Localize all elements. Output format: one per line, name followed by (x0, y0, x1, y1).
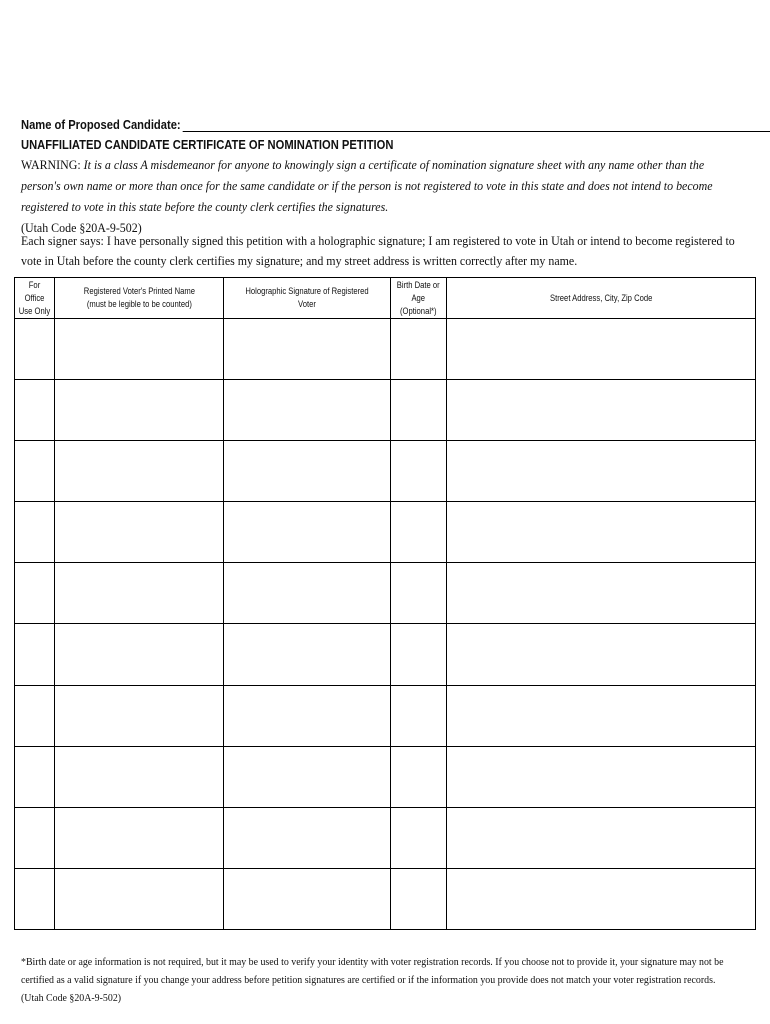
office-use-cell (15, 441, 55, 502)
signature-cell[interactable] (224, 563, 391, 624)
printed-name-cell[interactable] (55, 319, 224, 380)
street-address-cell[interactable] (447, 563, 756, 624)
warning-text: It is a class A misdemeanor for anyone to knowingly sign a certificate of nomination signature sheet with any name other than the person's own name or more than once for the same candidate or if the person is not registered to vote in this state and does not intend to become registered to vote in this state before the county clerk certifies the signatures. (21, 158, 713, 214)
street-address-cell[interactable] (447, 502, 756, 563)
street-address-cell[interactable] (447, 685, 756, 746)
signature-cell[interactable] (224, 380, 391, 441)
col-header-street-address: Street Address, City, Zip Code (447, 278, 756, 319)
printed-name-cell[interactable] (55, 624, 224, 685)
signature-cell[interactable] (224, 746, 391, 807)
birth-date-cell[interactable] (391, 746, 447, 807)
signature-cell[interactable] (224, 868, 391, 929)
candidate-name-line (21, 117, 646, 132)
signature-cell[interactable] (224, 685, 391, 746)
office-use-cell (15, 624, 55, 685)
office-use-cell (15, 807, 55, 868)
printed-name-cell[interactable] (55, 746, 224, 807)
table-row (15, 624, 756, 685)
office-use-cell (15, 563, 55, 624)
office-use-cell (15, 868, 55, 929)
birth-date-cell[interactable] (391, 380, 447, 441)
signature-cell[interactable] (224, 624, 391, 685)
col-header-name-line-1: Registered Voter's Printed Name (83, 286, 195, 296)
candidate-name-label: Name of Proposed Candidate: (21, 117, 181, 132)
warning-lead: WARNING: (21, 158, 81, 172)
table-row (15, 807, 756, 868)
col-header-office-line-2: Office (24, 292, 45, 303)
warning-notice (21, 155, 747, 239)
form-title: UNAFFILIATED CANDIDATE CERTIFICATE OF NOMINATION PETITION (21, 137, 394, 152)
birth-date-cell[interactable] (391, 563, 447, 624)
printed-name-cell[interactable] (55, 563, 224, 624)
birth-date-cell[interactable] (391, 868, 447, 929)
street-address-cell[interactable] (447, 746, 756, 807)
street-address-cell[interactable] (447, 868, 756, 929)
signature-rows (15, 319, 756, 930)
table-row (15, 380, 756, 441)
signature-cell[interactable] (224, 502, 391, 563)
col-header-printed-name (55, 278, 224, 319)
office-use-cell (15, 685, 55, 746)
col-header-birth-line-2: Age (411, 292, 426, 303)
table-row (15, 746, 756, 807)
table-row (15, 441, 756, 502)
signature-cell[interactable] (224, 441, 391, 502)
col-header-name-line-2: (must be legible to be counted) (86, 299, 192, 309)
col-header-office-line-1: For (28, 279, 41, 290)
birth-date-cell[interactable] (391, 807, 447, 868)
table-row (15, 319, 756, 380)
candidate-name-field[interactable] (182, 119, 770, 132)
signature-cell[interactable] (224, 807, 391, 868)
printed-name-cell[interactable] (55, 502, 224, 563)
signature-cell[interactable] (224, 319, 391, 380)
office-use-cell (15, 502, 55, 563)
footnote: *Birth date or age information is not required, but it may be used to verify your identity with voter registration records. If you choose not to provide it, your signature may not be certified as a valid signature if you change your address before petition signatures are certified or if the information you provide does not match your voter registration records. (Utah Code §20A-9-502) (21, 956, 724, 1004)
printed-name-cell[interactable] (55, 380, 224, 441)
col-header-birth-line-1: Birth Date or (397, 279, 440, 290)
table-row (15, 685, 756, 746)
signature-table (14, 277, 756, 930)
office-use-cell (15, 319, 55, 380)
col-header-signature: Holographic Signature of Registered Voter (224, 278, 391, 319)
printed-name-cell[interactable] (55, 868, 224, 929)
col-header-birth-date (391, 278, 447, 319)
printed-name-cell[interactable] (55, 807, 224, 868)
printed-name-cell[interactable] (55, 441, 224, 502)
office-use-cell (15, 746, 55, 807)
table-header-row (15, 278, 756, 319)
street-address-cell[interactable] (447, 380, 756, 441)
col-header-birth-line-3: (Optional*) (400, 305, 437, 316)
birth-date-cell[interactable] (391, 624, 447, 685)
birth-date-cell[interactable] (391, 441, 447, 502)
printed-name-cell[interactable] (55, 685, 224, 746)
col-header-office-line-3: Use Only (18, 305, 51, 316)
table-row (15, 502, 756, 563)
signer-statement: Each signer says: I have personally signed this petition with a holographic signature; I am registered to vote in Utah or intend to become registered to vote in Utah before the county clerk certifies my signature; and my street address is written correctly after my name. (21, 234, 735, 268)
birth-date-cell[interactable] (391, 502, 447, 563)
col-header-office-use (15, 278, 55, 319)
warning-citation: (Utah Code §20A-9-502) (21, 221, 142, 235)
birth-date-cell[interactable] (391, 319, 447, 380)
street-address-cell[interactable] (447, 319, 756, 380)
table-row (15, 868, 756, 929)
table-row (15, 563, 756, 624)
street-address-cell[interactable] (447, 624, 756, 685)
street-address-cell[interactable] (447, 441, 756, 502)
street-address-cell[interactable] (447, 807, 756, 868)
birth-date-cell[interactable] (391, 685, 447, 746)
office-use-cell (15, 380, 55, 441)
